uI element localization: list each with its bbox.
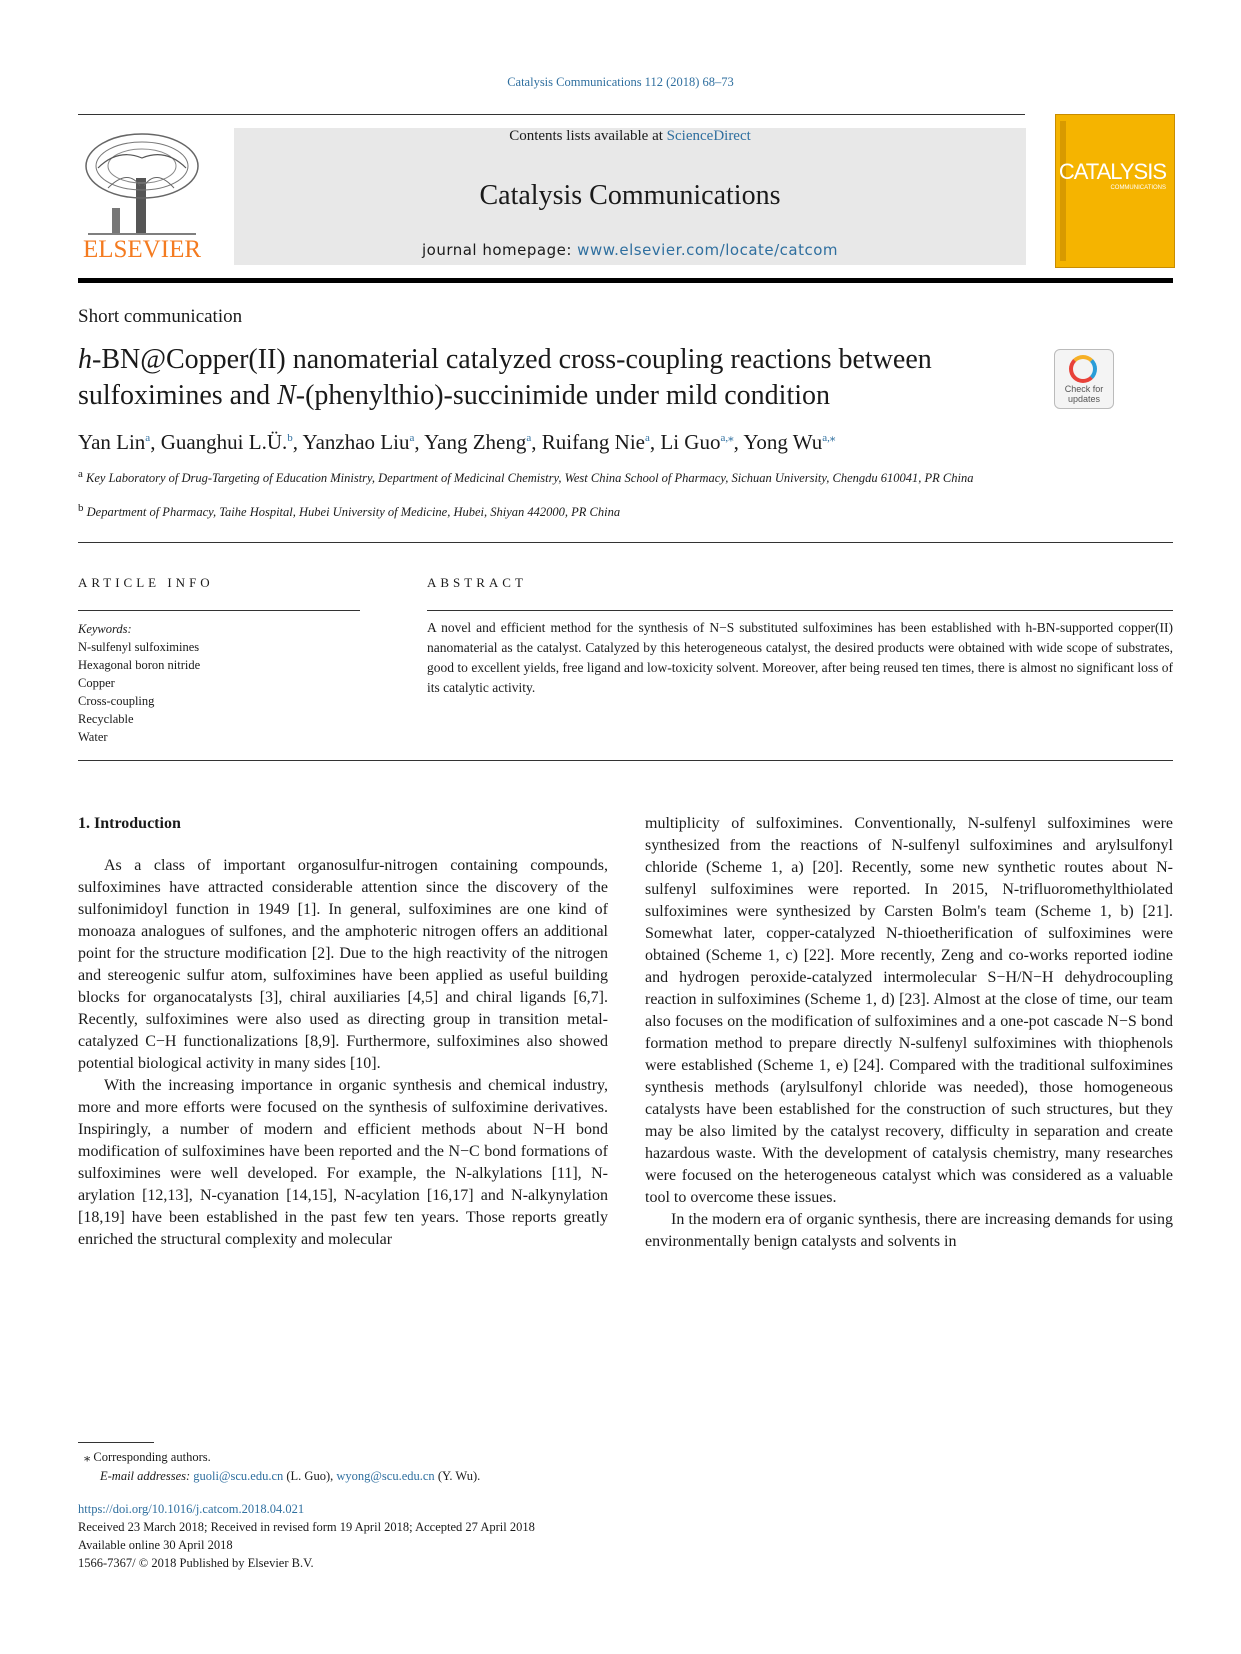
cover-subtitle: COMMUNICATIONS: [1110, 185, 1166, 191]
header-thick-rule: [78, 278, 1173, 283]
section-rule: [78, 542, 1173, 543]
elsevier-logo[interactable]: [78, 128, 206, 266]
abstract-rule: [427, 610, 1173, 611]
keyword-item: Recyclable: [78, 712, 134, 726]
online-date: Available online 30 April 2018: [78, 1538, 233, 1552]
affiliation-text: Department of Pharmacy, Taihe Hospital, Hubei University of Medicine, Hubei, Shiyan 442000, PR China: [86, 505, 621, 519]
email-owner: (L. Guo),: [283, 1469, 337, 1483]
publication-info: [78, 1500, 778, 1572]
author-affil-link[interactable]: a: [526, 432, 532, 444]
keywords-label: Keywords:: [78, 622, 132, 636]
abstract-text: A novel and efficient method for the synthesis of N−S substituted sulfoximines has been established with h-BN-supported copper(II) nanomaterial as the catalyst. Catalyzed by this heterogeneous catalyst, the desired products were obtained with wide scope of substrates, good to excellent yields, free ligand and low-toxicity solvent. Moreover, after being reused ten times, there is almost no significant loss of its catalytic activity.: [427, 620, 1173, 695]
journal-name: Catalysis Communications: [479, 180, 781, 211]
title-part-1: h: [78, 344, 92, 375]
contents-line: [234, 128, 1026, 145]
body-column-left: [78, 813, 608, 1251]
author-affil-link[interactable]: a,⁎: [720, 432, 734, 444]
body-paragraph: multiplicity of sulfoximines. Conventionally, N-sulfenyl sulfoximines were synthesized from the reactions of N-sulfenyl sulfoximines and arylsulfonyl chloride (Scheme 1, a) [20]. Recently, some new synthetic routes about N-sulfenyl sulfoximines were reported. In 2015, N-trifluoromethylthiolated sulfoximines were synthesized by Carsten Bolm's team (Scheme 1, b) [21]. Somewhat later, copper-catalyzed N-thioetherification of sulfoximines were obtained (Scheme 1, c) [22]. More recently, Zeng and co-works reported iodine and hydrogen peroxide-catalyzed intermolecular S−H/N−H dehydrocoupling reaction in sulfoximines (Scheme 1, d) [23]. Almost at the close of time, our team also focuses on the modification of sulfoximines and a one-pot cascade N−S bond formation method to prepare directly N-sulfenyl sulfoximines with thiophenols were established (Scheme 1, e) [24]. Compared with the traditional sulfoximines synthesis methods (arylsulfonyl chloride was needed), those homogeneous catalysts have been established for the construction of such structures, but they may be also limited by the catalyst recovery, difficulty in separation and create hazardous waste. With the development of catalysis chemistry, many researches were focused on the heterogeneous catalyst which was considered as a valuable tool to overcome these issues.: [645, 815, 1173, 1206]
keyword-item: N-sulfenyl sulfoximines: [78, 640, 200, 654]
keyword-item: Water: [78, 730, 108, 744]
author-affil-link[interactable]: a,⁎: [822, 432, 836, 444]
check-updates-label: Check for updates: [1064, 384, 1104, 404]
footnote-rule: [78, 1442, 154, 1443]
cover-spine: [1060, 121, 1066, 261]
author-name: Li Guo: [660, 430, 721, 454]
abstract-end-rule: [78, 760, 1173, 761]
footnotes: [78, 1448, 678, 1486]
body-paragraph: In the modern era of organic synthesis, there are increasing demands for using environmentally benign catalysts and solvents in: [645, 1211, 1173, 1250]
corresponding-note: ⁎ Corresponding authors.: [84, 1450, 211, 1464]
author-name: Yong Wu: [743, 430, 823, 454]
contents-prefix: Contents lists available at: [509, 128, 667, 144]
author-list: Yan Lin$^a$, Guanghui L.Ü.$^b$, Yanzhao Liu$^a$, Yang Zheng$^a$, Ruifang Nie$^a$, Li Guo$^{a,⁎}$, Yong $Wu^{a,⁎}$: [78, 430, 836, 454]
affiliation-text: Key Laboratory of Drug-Targeting of Education Ministry, Department of Medicinal Chemistry, West China School of Pharmacy, Sichuan University, Chengdu 610041, PR China: [86, 471, 974, 485]
issn-copyright: 1566-7367/ © 2018 Published by Elsevier B.V.: [78, 1556, 314, 1570]
affiliation-a: [78, 467, 1038, 487]
journal-reference[interactable]: Catalysis Communications 112 (2018) 68–73: [507, 75, 734, 89]
body-paragraph: As a class of important organosulfur-nitrogen containing compounds, sulfoximines have attracted considerable attention since the discovery of the sulfonimidoyl function in 1949 [1]. In general, sulfoximines are one kind of monoaza analogues of sulfones, and the amphoteric nitrogen offers an additional point for the structure modification [2]. Due to the high reactivity of the nitrogen and stereogenic sulfur atom, sulfoximines have been applied as useful building blocks for organocatalysts [3], chiral auxiliaries [4,5] and chiral ligands [6,7]. Recently, sulfoximines were also used as directing group in transition metal-catalyzed C−H functionalizations [8,9]. Furthermore, sulfoximines also showed potential biological activity in many sides [10].: [78, 857, 608, 1072]
author-name: Yang Zheng: [424, 430, 527, 454]
email-line: [78, 1467, 678, 1486]
author-affil-link[interactable]: b: [287, 432, 293, 444]
keyword-item: Hexagonal boron nitride: [78, 658, 201, 672]
article-type: Short communication: [78, 306, 243, 327]
email-owner: (Y. Wu).: [434, 1469, 481, 1483]
article-title: [78, 342, 1038, 414]
author-name: Guanghui L.Ü.: [160, 430, 288, 454]
section-heading: 1. Introduction: [78, 815, 181, 832]
journal-header: [234, 128, 1026, 265]
affiliation-mark: a: [78, 467, 83, 480]
cover-title: CATALYSIS: [1058, 159, 1166, 184]
sciencedirect-link[interactable]: ScienceDirect: [666, 128, 751, 144]
affiliation-mark: b: [78, 501, 84, 514]
email-label: E-mail addresses:: [100, 1469, 194, 1483]
author-affil-link[interactable]: a: [645, 432, 650, 444]
journal-cover[interactable]: [1055, 114, 1175, 268]
keyword-item: Cross-coupling: [78, 694, 155, 708]
keyword-item: Copper: [78, 676, 115, 690]
homepage-link[interactable]: www.elsevier.com/locate/catcom: [577, 241, 839, 259]
affiliation-b: [78, 501, 1038, 520]
email-link-wu[interactable]: wyong@scu.edu.cn: [336, 1469, 435, 1483]
check-updates-icon: [1069, 355, 1097, 383]
elsevier-wordmark: ELSEVIER: [82, 236, 202, 263]
title-part-2: -BN@Copper(II) nanomaterial catalyzed cross-coupling reactions between sulfoximines and: [78, 344, 932, 411]
check-for-updates-button[interactable]: [1054, 349, 1114, 409]
title-part-4: -(phenylthio)-succinimide under mild condition: [295, 380, 830, 411]
author-name: Yan Lin: [78, 430, 146, 454]
top-rule: [78, 114, 1025, 115]
body-column-right: [645, 813, 1173, 1253]
keywords-list: [78, 620, 358, 746]
title-part-3: N: [277, 380, 296, 411]
received-dates: Received 23 March 2018; Received in revised form 19 April 2018; Accepted 27 April 2018: [78, 1520, 535, 1534]
doi-link[interactable]: https://doi.org/10.1016/j.catcom.2018.04.021: [78, 1502, 305, 1516]
author-affil-link[interactable]: a: [409, 432, 415, 444]
body-paragraph: With the increasing importance in organic synthesis and chemical industry, more and more efforts were focused on the synthesis of sulfoximine derivatives. Inspiringly, a number of modern and efficient methods about N−H bond modification of sulfoximines have been reported and the N−C bond formations of sulfoximines were well developed. For example, the N-alkylations [11], N-arylation [12,13], N-cyanation [14,15], N-acylation [16,17] and N-alkynylation [18,19] have been established in the past few ten years. Those reports greatly enriched the structural complexity and molecular: [78, 1077, 608, 1248]
author-name: Yanzhao Liu: [302, 430, 410, 454]
homepage-prefix: journal homepage:: [421, 241, 578, 259]
author-affil-link[interactable]: a: [145, 432, 151, 444]
email-link-guo[interactable]: guoli@scu.edu.cn: [193, 1469, 284, 1483]
abstract-heading: ABSTRACT: [427, 575, 527, 590]
homepage-line: [234, 241, 1026, 259]
article-info-heading: ARTICLE INFO: [78, 575, 214, 590]
article-info-rule: [78, 610, 360, 611]
author-name: Ruifang Nie: [541, 430, 645, 454]
